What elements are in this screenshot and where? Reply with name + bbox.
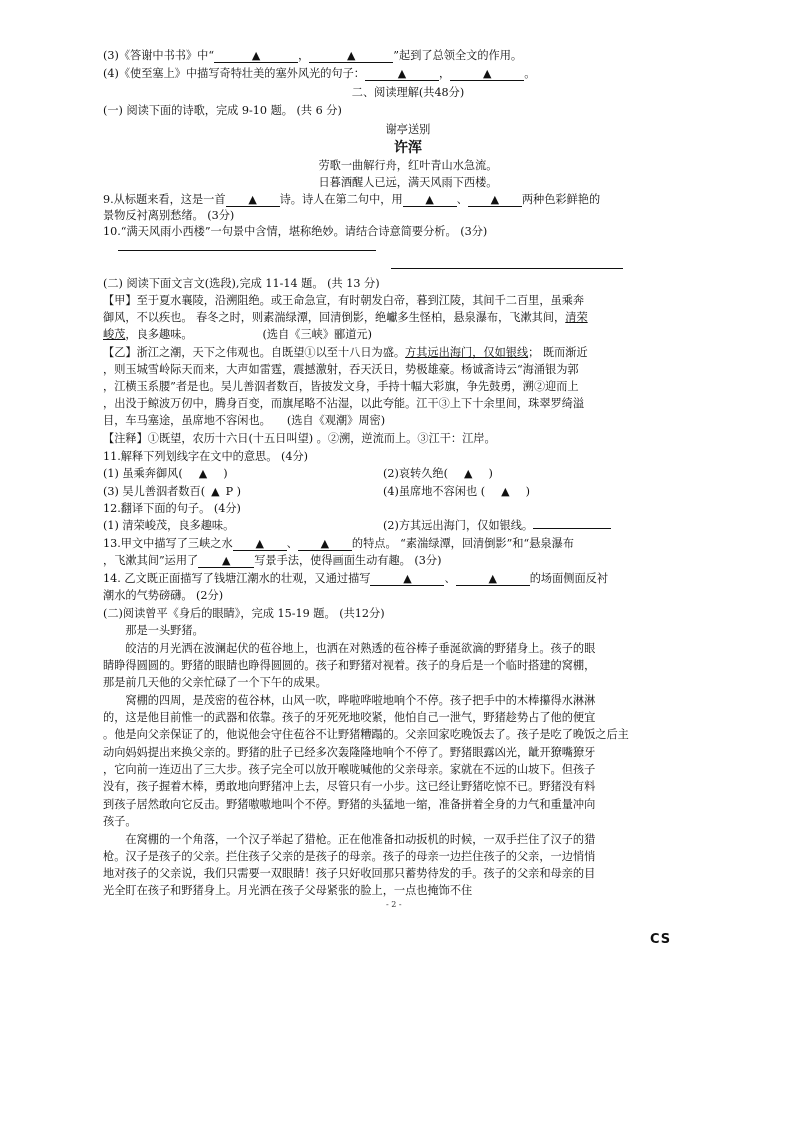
question-9: 9.从标题来看，这是一首 ▲ 诗。诗人在第二句中，用 ▲ 、 ▲ 两种色彩鲜艳的 (103, 193, 601, 206)
answer-blank[interactable]: ▲ (370, 573, 444, 586)
question-14-cont: 潮水的气势磅礴。 (2分) (103, 589, 224, 602)
answer-line[interactable] (118, 250, 376, 251)
question-10: 10.“满天风雨小西楼”一句景中含情，堪称绝妙。请结合诗意简要分析。 (3分) (103, 225, 488, 238)
story-paragraph-line: ，它向前一连迈出了三大步。孩子完全可以放开喉咙喊他的父亲母亲。家就在不远的山坡下。但孩子 (103, 763, 596, 776)
question-14: 14. 乙文既正面描写了钱塘江潮水的壮观，又通过描写 ▲ 、 ▲ 的场面侧面反衬 (103, 572, 609, 585)
answer-blank[interactable]: ▲ (214, 50, 298, 63)
passage-jia-line: 御风，不以疾也。 春冬之时，则素湍绿潭，回清倒影，绝巘多生怪柏，悬泉瀑布，飞漱其间，清荣 (103, 311, 588, 324)
question-12: 12.翻译下面的句子。 (4分) (103, 502, 241, 515)
answer-blank[interactable]: ▲ (198, 555, 254, 568)
passage-yi-line: 目，车马塞途，虽席地不容闲也。 (选自《观潮》周密) (103, 414, 386, 427)
passage-jia-line: 峻茂，良多趣味。 (选自《三峡》郦道元) (103, 328, 372, 341)
part-one-heading: (一) 阅读下面的诗歌，完成 9-10 题。 (共 6 分) (103, 104, 342, 117)
story-paragraph-line: 那是一头野猪。 (125, 624, 204, 637)
answer-marker[interactable]: ▲ (501, 485, 510, 498)
story-paragraph-line: 的，这是他目前惟一的武器和依靠。孩子的牙死死地咬紧，他怕自己一泄气，野猪趁势占了他的便宜 (103, 711, 596, 724)
poem-line-1: 劳歌一曲解行舟，红叶青山水急流。 (318, 159, 498, 172)
question-11: 11.解释下列划线字在文中的意思。 (4分) (103, 450, 309, 463)
question-11-row-1: (1) 虽乘奔御风( ▲ ) (2)哀转久绝( ▲ ) (103, 467, 493, 480)
answer-marker[interactable]: ▲ (198, 467, 208, 480)
fill-question-3: (3)《答谢中书书》中“ ▲ ， ▲ ”起到了总领全文的作用。 (103, 49, 523, 62)
answer-line[interactable] (391, 268, 623, 269)
answer-blank[interactable]: ▲ (450, 68, 524, 81)
story-paragraph-line: 孩子。 (103, 815, 137, 828)
question-11-row-2: (3) 吴儿善泅者数百( ▲ P ) (4)虽席地不容闲也 ( ▲ ) (103, 485, 530, 498)
passage-yi-line: ，出没于鲸波万仞中，腾身百变，而旗尾略不沾湿，以此夸能。江干③上下十余里间，珠翠罗绮溢 (103, 397, 585, 410)
answer-blank[interactable]: ▲ (456, 573, 530, 586)
answer-blank[interactable] (533, 528, 611, 529)
poem-author: 许浑 (394, 140, 422, 156)
story-paragraph-line: 。他是向父亲保证了的，他说他会守住苞谷不让野猪糟蹋的。父亲回家吃晚饭去了。孩子是吃了晚饭之后主 (103, 728, 629, 741)
answer-blank[interactable]: ▲ (403, 194, 457, 207)
part-three-heading: (二)阅读曾平《身后的眼睛》，完成 15-19 题。 (共12分) (103, 607, 385, 620)
story-paragraph-line: 动向妈妈提出来换父亲的。野猪的肚子已经多次轰隆隆地响个不停了。野猪眼露凶光，龇开獠嘴獠牙 (103, 746, 596, 759)
question-12-items: (1) 清荣峻茂，良多趣味。 (2)方其远出海门，仅如银线。 (103, 519, 713, 533)
answer-blank[interactable]: ▲ (309, 50, 393, 63)
question-13: 13.甲文中描写了三峡之水 ▲ 、 ▲ 的特点。 “素湍绿潭，回清倒影”和“悬泉瀑布 (103, 537, 574, 550)
answer-blank[interactable]: ▲ (226, 194, 280, 207)
answer-blank[interactable]: ▲ (468, 194, 522, 207)
poem-line-2: 日暮酒醒人已远，满天风雨下西楼。 (318, 176, 498, 189)
story-paragraph-line: 那是前几天他的父亲忙碌了一个下午的成果。 (103, 676, 327, 689)
story-paragraph-line: 地对孩子的父亲说，我们只需要一双眼睛！孩子只好收回那只蓄势待发的手。孩子的父亲和母亲的目 (103, 867, 596, 880)
passage-jia-line: 【甲】至于夏水襄陵，沿溯阻绝。或王命急宣，有时朝发白帝，暮到江陵，其间千二百里，虽乘奔 (103, 294, 585, 307)
story-paragraph-line: 在窝棚的一个角落，一个汉子举起了猎枪。正在他准备扣动扳机的时候，一双手拦住了汉子的猎 (125, 833, 596, 846)
passage-yi-line: ，江横玉系腰”者是也。吴儿善泅者数百，皆披发文身，手持十幅大彩旗，争先鼓勇，溯②迎而上 (103, 380, 579, 393)
question-13-cont: ，飞漱其间”运用了 ▲ 写景手法，使得画面生动有趣。 (3分) (103, 554, 442, 567)
scanner-watermark: CS (650, 932, 672, 947)
story-paragraph-line: 皎洁的月光洒在波澜起伏的苞谷地上，也洒在对熟透的苞谷棒子垂涎欲滴的野猪身上。孩子的眼 (125, 642, 596, 655)
story-paragraph-line: 枪。汉子是孩子的父亲。拦住孩子父亲的是孩子的母亲。孩子的母亲一边拦住孩子的父亲，一边悄悄 (103, 850, 596, 863)
page-number: - 2 - (386, 900, 402, 909)
story-paragraph-line: 睛睁得圆圆的。野猪的眼睛也睁得圆圆的。孩子和野猪对视着。孩子的身后是一个临时搭建的窝棚， (103, 659, 596, 672)
story-paragraph-line: 到孩子居然敢向它反击。野猪嗷嗷地叫个不停。野猪的头猛地一缩，准备拼着全身的力气和重量冲向 (103, 798, 596, 811)
question-9-cont: 景物反衬离别愁绪。 (3分) (103, 209, 235, 222)
passage-yi-line: 【乙】浙江之潮，天下之伟观也。自既望①以至十八日为盛。方其远出海门，仅如银线； 既而渐近 (103, 346, 588, 359)
part-two-heading: (二) 阅读下面文言文(选段),完成 11-14 题。 (共 13 分) (103, 277, 380, 290)
fill-question-4: (4)《使至塞上》中描写奇特壮美的塞外风光的句子： ▲ ， ▲ 。 (103, 67, 536, 80)
answer-blank[interactable]: ▲ (365, 68, 439, 81)
passage-yi-line: ，则玉城雪岭际天而来，大声如雷霆，震撼激射，吞天沃日，势极雄豪。杨诚斋诗云“海涌银为郭 (103, 363, 579, 376)
answer-blank[interactable]: ▲ (233, 538, 287, 551)
section-heading: 二、阅读理解(共48分) (351, 86, 465, 99)
story-paragraph-line: 窝棚的四周，是茂密的苞谷林，山风一吹，哗啦哗啦地响个不停。孩子把手中的木棒攥得水淋淋 (125, 694, 596, 707)
poem-title: 谢亭送别 (385, 123, 431, 136)
answer-blank[interactable]: ▲ (298, 538, 352, 551)
story-paragraph-line: 没有，孩子握着木棒，勇敢地向野猪冲上去，尽管只有一小步。这已经让野猪吃惊不已。野猪没有料 (103, 780, 596, 793)
annotation-note: 【注释】①既望，农历十六日(十五日叫望) 。②溯，逆流而上。③江干：江岸。 (103, 432, 496, 445)
answer-marker[interactable]: ▲ (463, 467, 473, 480)
story-paragraph-line: 光全盯在孩子和野猪身上。月光洒在孩子父母紧张的脸上，一点也掩饰不住 (103, 884, 473, 897)
answer-marker[interactable]: ▲ (211, 485, 220, 498)
